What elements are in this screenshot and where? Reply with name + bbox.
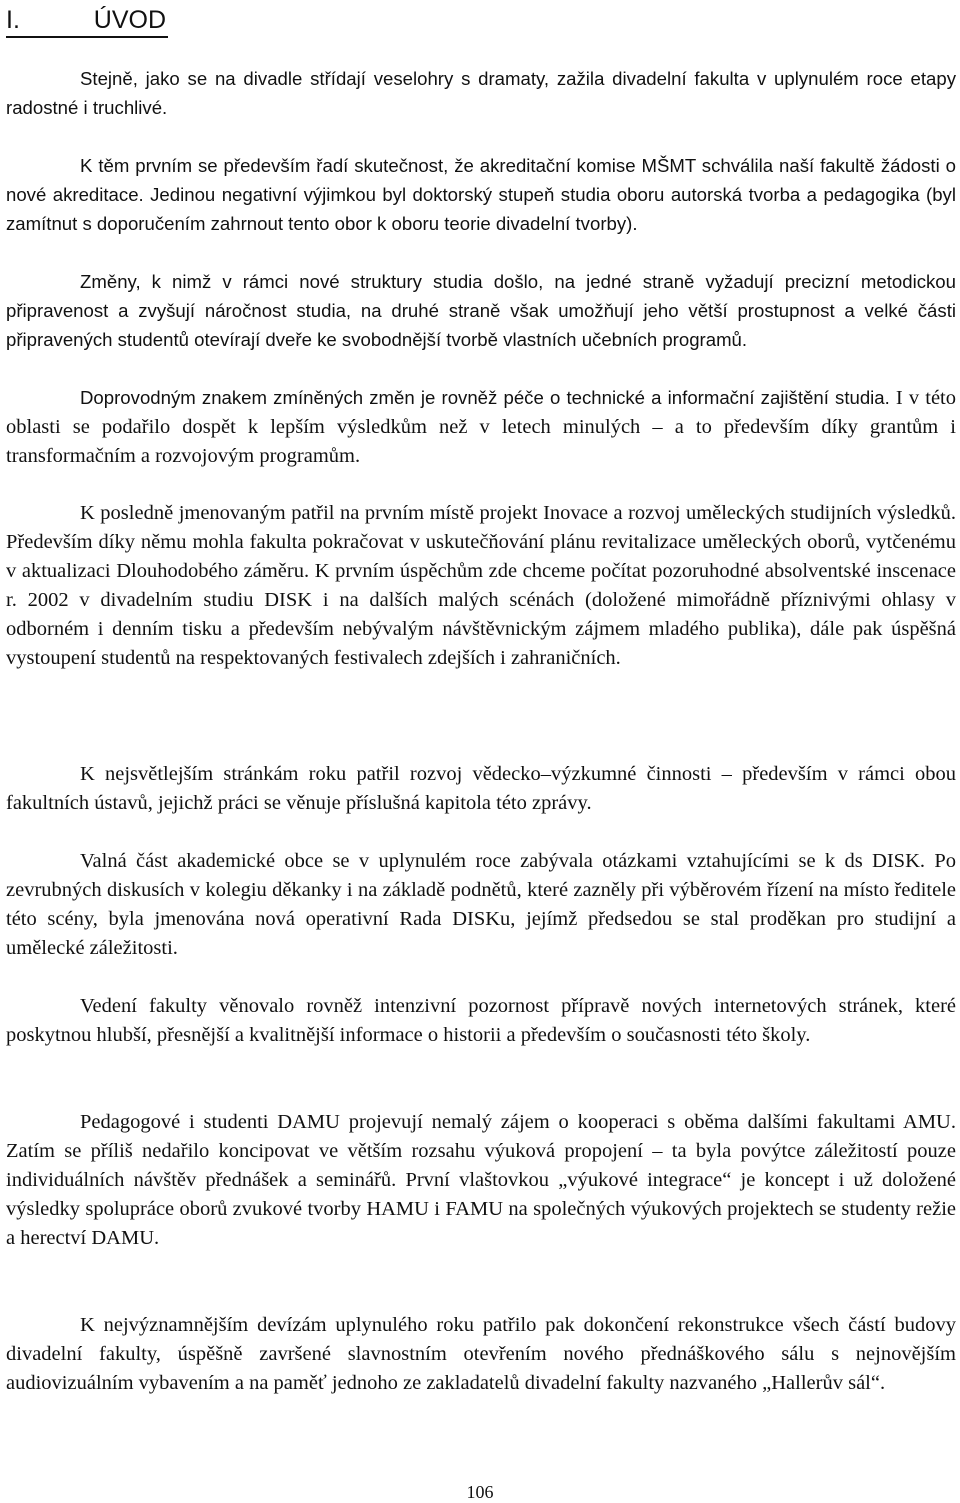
paragraph-7 bbox=[6, 847, 956, 963]
section-number: I. bbox=[6, 6, 20, 34]
paragraph-4 bbox=[6, 383, 956, 471]
paragraph-text-sans: Doprovodným znakem zmíněných změn je rovněž péče o technické a informační zajištění studia. bbox=[80, 387, 890, 408]
paragraph-text: Pedagogové i studenti DAMU projevují nemalý zájem o kooperaci s oběma dalšími fakultami AMU. Zatím se příliš nedařilo koncipovat ve větším rozsahu výuková propojení – ta byla povýtce záležitostí pouze individuálních návštěv přednášek a seminářů. První vlaštovkou „výukové integrace“ je koncept i už doložené výsledky spolupráce oborů zvukové tvorby HAMU i FAMU na společných výukových projektech se studenty režie a herectví DAMU. bbox=[6, 1111, 956, 1249]
paragraph-text: K nejsvětlejším stránkám roku patřil rozvoj vědecko–výzkumné činnosti – především v rámci obou fakultních ústavů, jejichž práci se věnuje příslušná kapitola této zprávy. bbox=[6, 763, 956, 814]
section-heading bbox=[6, 4, 168, 38]
paragraph-text: Stejně, jako se na divadle střídají veselohry s dramaty, zažila divadelní fakulta v uplynulém roce etapy radostné i truchlivé. bbox=[6, 68, 956, 118]
paragraph-text: Vedení fakulty věnovalo rovněž intenzivní pozornost přípravě nových internetových stránek, které poskytnou hlubší, přesnější a kvalitnější informace o historii a především o současnosti této školy. bbox=[6, 995, 956, 1046]
paragraph-text: Změny, k nimž v rámci nové struktury studia došlo, na jedné straně vyžadují precizní metodickou připravenost a zvyšují náročnost studia, na druhé straně však umožňují jeho větší prostupnost a velké části připravených studentů otevírají dveře ke svobodnější tvorbě vlastních učebních programů. bbox=[6, 271, 956, 350]
page-number: 106 bbox=[466, 1482, 494, 1502]
paragraph-6 bbox=[6, 760, 956, 818]
paragraph-text-serif: I v této oblasti se podařilo dospět k lepším výsledkům než v letech minulých – a to především díky grantům i transformačním a rozvojovým programům. bbox=[6, 387, 956, 467]
paragraph-text: K těm prvním se především řadí skutečnost, že akreditační komise MŠMT schválila naší fakultě žádosti o nové akreditace. Jedinou negativní výjimkou byl doktorský stupeň studia oboru autorská tvorba a pedagogika (byl zamítnut s doporučením zahrnout tento obor k oboru teorie divadelní tvorby). bbox=[6, 155, 956, 234]
paragraph-text: Valná část akademické obce se v uplynulém roce zabývala otázkami vztahujícími se k ds DISK. Po zevrubných diskusích v kolegiu děkanky i na základě podnětů, které zazněly při výběrovém řízení na místo ředitele této scény, byla jmenována nová operativní Rada DISKu, jejímž předsedou se stal proděkan pro studijní a umělecké záležitosti. bbox=[6, 850, 956, 959]
paragraph-10 bbox=[6, 1311, 956, 1398]
paragraph-9 bbox=[6, 1108, 956, 1253]
paragraph-text: K posledně jmenovaným patřil na prvním místě projekt Inovace a rozvoj uměleckých studijních výsledků. Především díky němu mohla fakulta pokračovat v uskutečňování plánu revitalizace uměleckých oborů, vytčenému v aktualizaci Dlouhodobého záměru. K prvním úspěchům zde chceme počítat pozoruhodné absolventské inscenace r. 2002 v divadelním studiu DISK i na dalších malých scénách (doložené mimořádně příznivými ohlasy v odborném i denním tisku a především nebývalým návštěvnickým zájmem mladého publika), dále pak úspěšná vystoupení studentů na respektovaných festivalech zdejších i zahraničních. bbox=[6, 502, 956, 669]
section-title: ÚVOD bbox=[93, 6, 166, 34]
paragraph-1 bbox=[6, 64, 956, 122]
paragraph-text: K nejvýznamnějším devízám uplynulého roku patřilo pak dokončení rekonstrukce všech částí budovy divadelní fakulty, úspěšně završené slavnostním otevřením nového přednáškového sálu s nejnovějším audiovizuálním vybavením a na paměť jednoho ze zakladatelů divadelní fakulty nazvaného „Hallerův sál“. bbox=[6, 1314, 956, 1394]
paragraph-5 bbox=[6, 499, 956, 673]
paragraph-3 bbox=[6, 267, 956, 354]
paragraph-2 bbox=[6, 151, 956, 238]
paragraph-8 bbox=[6, 992, 956, 1050]
